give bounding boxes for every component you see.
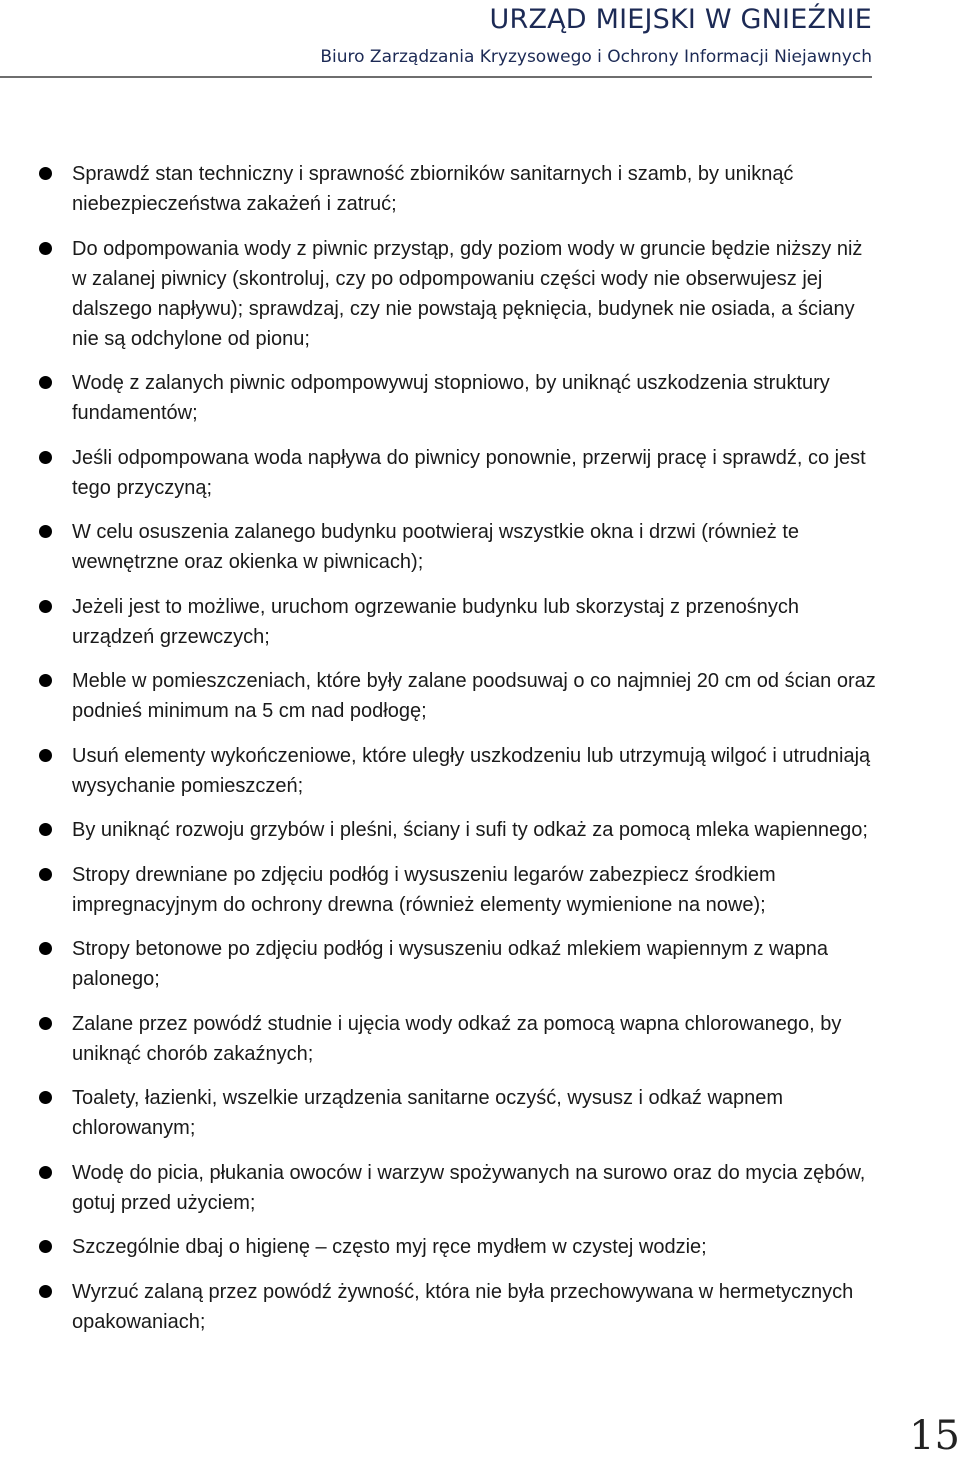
bullet-dot-icon xyxy=(39,525,52,538)
list-item-text: Jeśli odpompowana woda napływa do piwnicy ponownie, przerwij pracę i sprawdź, co jest tego przyczyną; xyxy=(72,446,866,499)
bullet-dot-icon xyxy=(39,1166,52,1179)
list-item xyxy=(0,815,880,845)
list-item xyxy=(0,368,880,428)
bullet-dot-icon xyxy=(39,674,52,687)
list-item xyxy=(0,860,880,920)
list-item xyxy=(0,159,880,219)
bullet-dot-icon xyxy=(39,1017,52,1030)
list-item-text: Usuń elementy wykończeniowe, które uległy uszkodzeniu lub utrzymują wilgoć i utrudniają wysychanie pomieszczeń; xyxy=(72,744,871,797)
list-item xyxy=(0,741,880,801)
list-item xyxy=(0,934,880,994)
list-item xyxy=(0,1232,880,1262)
list-item xyxy=(0,234,880,354)
bullet-dot-icon xyxy=(39,1091,52,1104)
header-subtitle: Biuro Zarządzania Kryzysowego i Ochrony Informacji Niejawnych xyxy=(320,47,872,67)
list-item-text: Stropy drewniane po zdjęciu podłóg i wysuszeniu legarów zabezpiecz środkiem impregnacyjnym do ochrony drewna (również elementy wymienione na nowe); xyxy=(72,863,776,916)
list-item-text: Wodę z zalanych piwnic odpompowywuj stopniowo, by uniknąć uszkodzenia struktury fundamentów; xyxy=(72,372,830,424)
list-item-text: Stropy betonowe po zdjęciu podłóg i wysuszeniu odkaź mlekiem wapiennym z wapna palonego; xyxy=(72,938,828,990)
bullet-dot-icon xyxy=(39,167,52,180)
list-item xyxy=(0,443,880,503)
bullet-dot-icon xyxy=(39,823,52,836)
list-item-text: Meble w pomieszczeniach, które były zalane poodsuwaj o co najmniej 20 cm od ścian oraz podnieś minimum na 5 cm nad podłogę; xyxy=(72,670,876,722)
bullet-dot-icon xyxy=(39,942,52,955)
list-item xyxy=(0,1158,880,1218)
list-item xyxy=(0,1083,880,1143)
list-item-text: Toalety, łazienki, wszelkie urządzenia sanitarne oczyść, wysusz i odkaź wapnem chlorowanym; xyxy=(72,1087,784,1139)
list-item-text: Wyrzuć zalaną przez powódź żywność, która nie była przechowywana w hermetycznych opakowaniach; xyxy=(72,1280,854,1333)
list-item xyxy=(0,666,880,726)
list-item-text: Sprawdź stan techniczny i sprawność zbiorników sanitarnych i szamb, by uniknąć niebezpieczeństwa zakażeń i zatruć; xyxy=(72,163,794,215)
list-item-text: Wodę do picia, płukania owoców i warzyw spożywanych na surowo oraz do mycia zębów, gotuj przed użyciem; xyxy=(72,1161,866,1214)
list-item xyxy=(0,1277,880,1337)
bullet-dot-icon xyxy=(39,868,52,881)
bullet-dot-icon xyxy=(39,1240,52,1253)
bullet-dot-icon xyxy=(39,1285,52,1298)
list-item xyxy=(0,1009,880,1069)
list-item-text: Szczególnie dbaj o higienę – często myj ręce mydłem w czystej wodzie; xyxy=(72,1236,707,1258)
bullet-list xyxy=(0,159,880,1351)
list-item-text: Jeżeli jest to możliwe, uruchom ogrzewanie budynku lub skorzystaj z przenośnych urządzeń grzewczych; xyxy=(72,595,800,648)
list-item-text: By uniknąć rozwoju grzybów i pleśni, ściany i sufi ty odkaż za pomocą mleka wapiennego; xyxy=(72,819,868,841)
bullet-dot-icon xyxy=(39,451,52,464)
bullet-dot-icon xyxy=(39,600,52,613)
list-item-text: Zalane przez powódź studnie i ujęcia wody odkaź za pomocą wapna chlorowanego, by uniknąć chorób zakaźnych; xyxy=(72,1012,842,1065)
header-title: URZĄD MIEJSKI W GNIEŹNIE xyxy=(489,4,872,35)
page-header xyxy=(0,0,872,78)
page-number: 15 xyxy=(909,1413,960,1459)
list-item-text: Do odpompowania wody z piwnic przystąp, gdy poziom wody w gruncie będzie niższy niż w zalanej piwnicy (skontroluj, czy po odpompowaniu części wody nie obserwujesz jej dalszego napływu); sprawdzaj, czy nie powstają pęknięcia, budynek nie osiada, a ściany nie są odchylone od pionu; xyxy=(72,237,863,350)
bullet-dot-icon xyxy=(39,242,52,255)
bullet-dot-icon xyxy=(39,749,52,762)
list-item xyxy=(0,517,880,577)
list-item-text: W celu osuszenia zalanego budynku pootwieraj wszystkie okna i drzwi (również te wewnętrzne oraz okienka w piwnicach); xyxy=(72,521,800,573)
bullet-dot-icon xyxy=(39,376,52,389)
list-item xyxy=(0,592,880,652)
